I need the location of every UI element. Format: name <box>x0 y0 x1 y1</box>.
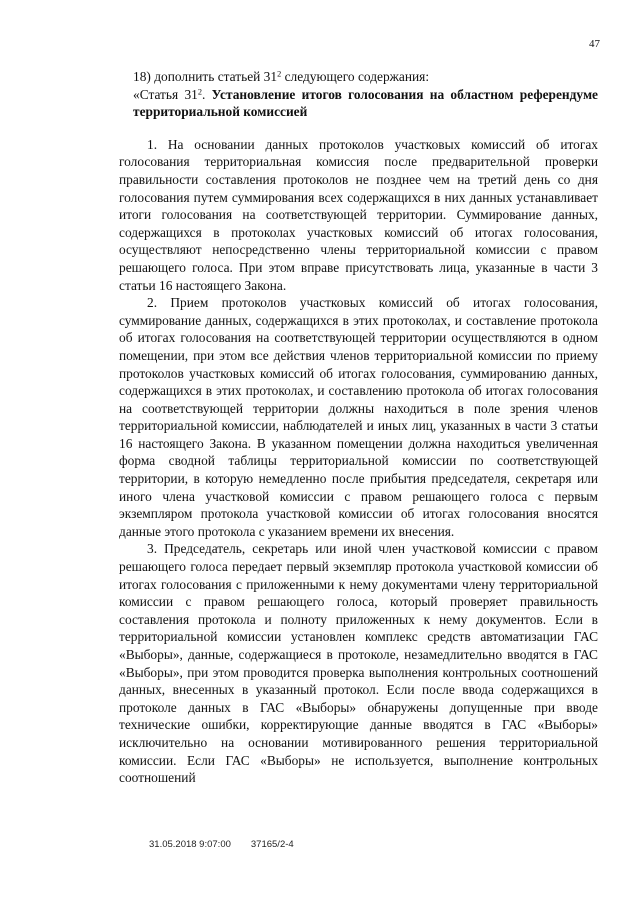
amendment-suffix: следующего содержания: <box>281 69 430 84</box>
amendment-superscript: 2 <box>277 69 282 79</box>
footer-timestamp: 31.05.2018 9:07:00 <box>149 839 231 850</box>
article-title: Установление итогов голосования на областном референдуме территориальной комиссией <box>133 86 599 120</box>
page-number: 47 <box>589 38 600 50</box>
article-heading <box>119 86 598 121</box>
footer-doc-code: 37165/2-4 <box>250 839 294 850</box>
document-body <box>119 68 598 787</box>
footer <box>149 839 294 850</box>
amendment-line <box>119 68 598 86</box>
article-label-suffix: . <box>202 86 212 102</box>
article-label-prefix: «Статья 31 <box>133 86 198 102</box>
article-label-superscript: 2 <box>197 87 203 97</box>
paragraph-2: 2. Прием протоколов участковых комиссий об итогах голосования, суммирование данных, содержащихся в этих протоколах, и составление протокола об итогах голосования на соответствующей территории осуществляются в одном помещении, при этом все действия членов территориальной комиссии по приему протоколов участковых комиссий об итогах голосования, суммированию данных, содержащихся в этих протоколах, и составлению протокола об итогах голосования на соответствующей территории должны находиться в поле зрения членов территориальной комиссии, наблюдателей и иных лиц, указанных в части 3 статьи 16 настоящего Закона. В указанном помещении должна находиться увеличенная форма сводной таблицы территориальной комиссии по соответствующей территории, в которую немедленно после прибытия председателя, секретаря или иного члена участковой комиссии с правом решающего голоса с первым экземпляром протокола участковой комиссии об итогах голосования вносятся данные этого протокола с указанием времени их внесения. <box>119 295 598 539</box>
paragraph-1: 1. На основании данных протоколов участковых комиссий об итогах голосования территориальная комиссия после предварительной проверки правильности составления протоколов не позднее чем на третий день со дня голосования путем суммирования всех содержащихся в них данных устанавливает итоги голосования на соответствующей территории. Суммирование данных, содержащихся в протоколах участковых комиссий об итогах голосования, осуществляют непосредственно члены территориальной комиссии с правом решающего голоса. При этом вправе присутствовать лица, указанные в части 3 статьи 16 настоящего Закона. <box>119 136 598 293</box>
amendment-prefix: 18) дополнить статьей 31 <box>133 69 278 84</box>
paragraph-3: 3. Председатель, секретарь или иной член участковой комиссии с правом решающего голоса передает первый экземпляр протокола участковой комиссии об итогах голосования с приложенными к нему документами члену территориальной комиссии с правом решающего голоса, который проверяет правильность составления протокола и полноту приложенных к нему документов. Если в территориальной комиссии установлен комплекс средств автоматизации ГАС «Выборы», данные, содержащиеся в протоколе, незамедлительно вводятся в ГАС «Выборы», при этом проводится проверка выполнения контрольных соотношений данных, внесенных в указанный протокол. Если после ввода содержащихся в протоколе данных в ГАС «Выборы» обнаружены допущенные при вводе технические ошибки, корректирующие данные вводятся в ГАС «Выборы» исключительно на основании мотивированного решения территориальной комиссии. Если ГАС «Выборы» не используется, выполнение контрольных соотношений <box>119 541 598 786</box>
